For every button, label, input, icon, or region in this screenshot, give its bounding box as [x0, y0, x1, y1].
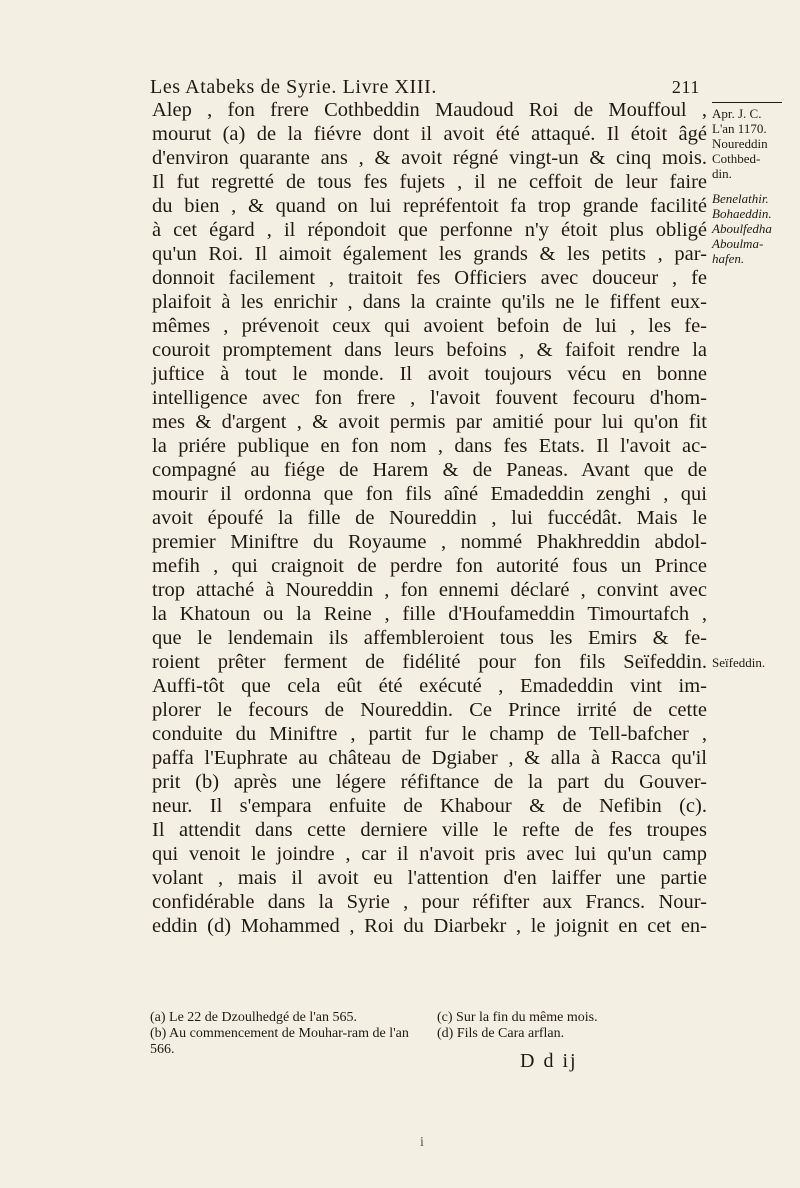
- text-line: plorer le fecours de Noureddin. Ce Prince irrité de cette: [152, 699, 707, 721]
- text-line: d'environ quarante ans , & avoit régné vingt-un & cinq mois.: [152, 147, 707, 169]
- text-line: mêmes , prévenoit ceux qui avoient befoin de lui , les fe-: [152, 315, 707, 337]
- text-line: Alep , fon frere Cothbeddin Maudoud Roi de Mouffoul ,: [152, 99, 707, 121]
- text-line: plaifoit à les enrichir , dans la crainte qu'ils ne le fiffent eux-: [152, 291, 707, 313]
- margin-date: L'an 1170.: [712, 121, 767, 136]
- text-line: juftice à tout le monde. Il avoit toujours vécu en bonne: [152, 363, 707, 385]
- stray-mark: i: [420, 1135, 424, 1150]
- margin-source: Aboulma-: [712, 236, 764, 251]
- text-line: paffa l'Euphrate au château de Dgiaber , & alla à Racca qu'il: [152, 747, 707, 769]
- margin-source: hafen.: [712, 251, 745, 266]
- text-line: la priére publique en fon nom , dans fes Etats. Il l'avoit ac-: [152, 435, 707, 457]
- footnotes: [150, 1010, 710, 1058]
- text-line: couroit promptement dans leurs befoins , & faifoit rendre la: [152, 339, 707, 361]
- text-line: trop attaché à Noureddin , fon ennemi déclaré , convint avec: [152, 579, 707, 601]
- text-line: la Khatoun ou la Reine , fille d'Houfameddin Timourtafch ,: [152, 603, 707, 625]
- text-line: confidérable dans la Syrie , pour réfifter aux Francs. Nour-: [152, 891, 707, 913]
- text-line: volant , mais il avoit eu l'attention d'en laiffer une partie: [152, 867, 707, 889]
- running-title: Les Atabeks de Syrie. Livre XIII.: [150, 76, 437, 98]
- margin-name: din.: [712, 166, 732, 181]
- page-number: 211: [671, 77, 700, 97]
- text-line: donnoit facilement , traitoit fes Officiers avec douceur , fe: [152, 267, 707, 289]
- text-line: compagné au fiége de Harem & de Paneas. Avant que de: [152, 459, 707, 481]
- text-line: mes & d'argent , & avoit permis par amitié pour lui qu'on fit: [152, 411, 707, 433]
- text-line: neur. Il s'empara enfuite de Khabour & de Nefibin (c).: [152, 795, 707, 817]
- text-line: mourir il ordonna que fon fils aîné Emadeddin zenghi , qui: [152, 483, 707, 505]
- text-line: conduite du Miniftre , partit fur le champ de Tell-bafcher ,: [152, 723, 707, 745]
- text-line: mefih , qui craignoit de perdre fon autorité fous un Prince: [152, 555, 707, 577]
- main-text: [152, 98, 707, 938]
- margin-source: Benelathir.: [712, 191, 769, 206]
- text-line: intelligence avec fon frere , l'avoit fouvent fecouru d'hom-: [152, 387, 707, 409]
- margin-name-seifeddin: Seïfeddin.: [712, 655, 766, 670]
- footnote-a: (a) Le 22 de Dzoulhedgé de l'an 565.: [150, 1010, 357, 1025]
- margin-notes: [712, 100, 794, 266]
- text-line: qu'un Roi. Il aimoit également les grands & les petits , par-: [152, 243, 707, 265]
- text-line: qui venoit le joindre , car il n'avoit pris avec lui qu'un camp: [152, 843, 707, 865]
- printer-signature: D d ij: [520, 1050, 578, 1072]
- text-line: à cet égard , il répondoit que perfonne n'y étoit plus obligé: [152, 219, 707, 241]
- margin-source: Aboulfedha: [712, 221, 772, 236]
- text-line: Il fut regretté de tous fes fujets , il ne ceffoit de leur faire: [152, 171, 707, 193]
- text-line: roient prêter ferment de fidélité pour fon fils Seïfeddin.: [152, 651, 707, 673]
- footnote-b: (b) Au commencement de Mouhar-ram de l'an 566.: [150, 1026, 409, 1057]
- text-line: que le lendemain ils affembleroient tous les Emirs & fe-: [152, 627, 707, 649]
- text-line: avoit époufé la fille de Noureddin , lui fuccédât. Mais le: [152, 507, 707, 529]
- text-line: eddin (d) Mohammed , Roi du Diarbekr , le joignit en cet en-: [152, 915, 707, 937]
- margin-rule: [712, 102, 782, 103]
- margin-name: Cothbed-: [712, 151, 761, 166]
- running-head: [150, 76, 700, 99]
- text-line: prit (b) après une légere réfiftance de la part du Gouver-: [152, 771, 707, 793]
- footnote-d: (d) Fils de Cara arflan.: [437, 1026, 565, 1041]
- text-line: mourut (a) de la fiévre dont il avoit été attaqué. Il étoit âgé: [152, 123, 707, 145]
- margin-source: Bohaeddin.: [712, 206, 772, 221]
- footnote-c: (c) Sur la fin du même mois.: [437, 1010, 598, 1025]
- text-line: premier Miniftre du Royaume , nommé Phakhreddin abdol-: [152, 531, 707, 553]
- text-line: Il attendit dans cette derniere ville le refte de fes troupes: [152, 819, 707, 841]
- margin-date: Apr. J. C.: [712, 106, 762, 121]
- text-line: Auffi-tôt que cela eût été exécuté , Emadeddin vint im-: [152, 675, 707, 697]
- margin-name: Noureddin: [712, 136, 768, 151]
- text-line: du bien , & quand on lui repréfentoit fa trop grande facilité: [152, 195, 707, 217]
